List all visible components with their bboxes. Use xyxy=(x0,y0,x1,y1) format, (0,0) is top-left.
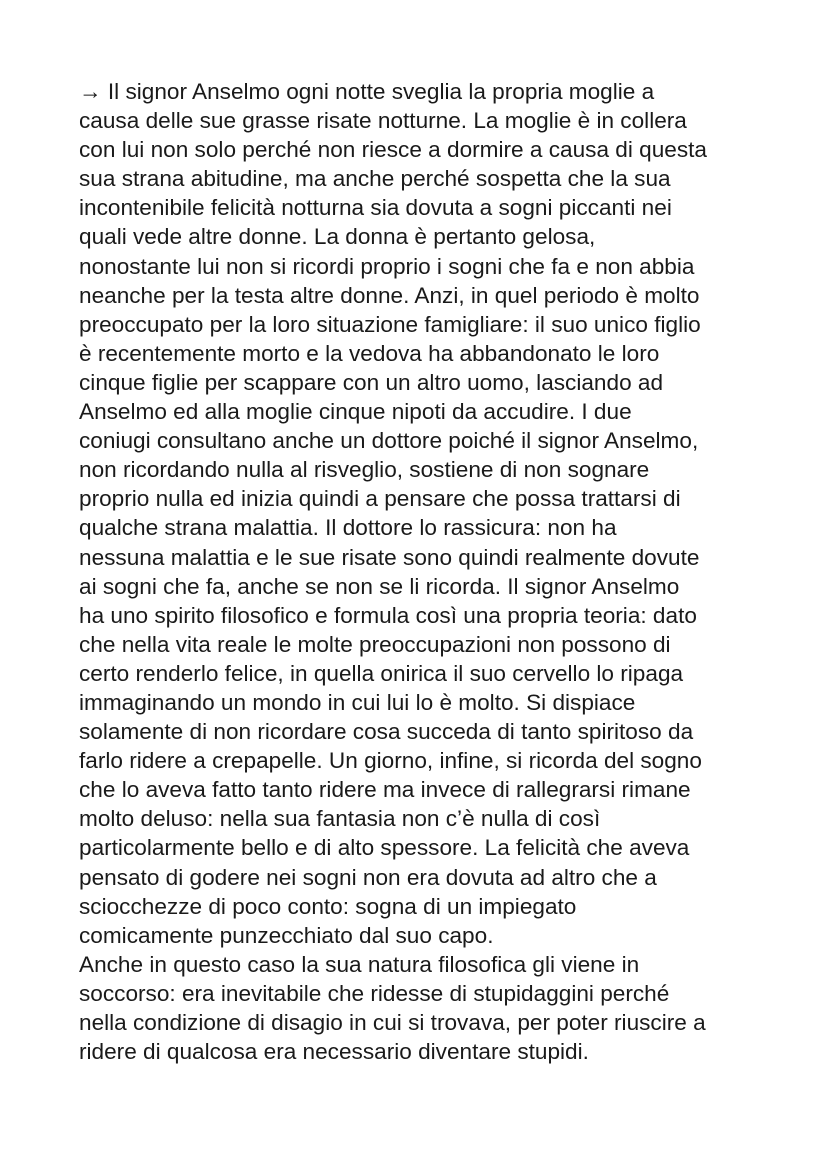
text-line: solamente di non ricordare cosa succeda di tanto spiritoso da xyxy=(79,719,694,745)
text-line: preoccupato per la loro situazione famigliare: il suo unico figlio xyxy=(79,311,701,337)
text-line: neanche per la testa altre donne. Anzi, in quel periodo è molto xyxy=(79,282,700,308)
text-line: sua strana abitudine, ma anche perché sospetta che la sua xyxy=(79,166,671,192)
text-line: soccorso: era inevitabile che ridesse di stupidaggini perché xyxy=(79,980,670,1006)
text-line: quali vede altre donne. La donna è pertanto gelosa, xyxy=(79,224,596,250)
text-line: nella condizione di disagio in cui si trovava, per poter riuscire a xyxy=(79,1010,706,1035)
text-line: → Il signor Anselmo ogni notte sveglia la propria moglie a xyxy=(79,79,655,104)
text-line: non ricordando nulla al risveglio, sostiene di non sognare xyxy=(79,457,650,483)
text-line: particolarmente bello e di alto spessore. La felicità che aveva xyxy=(79,835,690,861)
text-line: cinque figlie per scappare con un altro uomo, lasciando ad xyxy=(79,369,664,395)
text-line: certo renderlo felice, in quella onirica il suo cervello lo ripaga xyxy=(79,660,684,686)
text-line: pensato di godere nei sogni non era dovuta ad altro che a xyxy=(79,864,657,890)
text-line: immaginando un mondo in cui lui lo è molto. Si dispiace xyxy=(79,689,636,715)
text-line: che nella vita reale le molte preoccupazioni non possono di xyxy=(79,631,671,657)
paragraph-conclusion xyxy=(79,950,769,1066)
text-line: Anche in questo caso la sua natura filosofica gli viene in xyxy=(79,951,640,977)
text-line: sciocchezze di poco conto: sogna di un impiegato xyxy=(79,893,577,919)
text-line: nonostante lui non si ricordi proprio i sogni che fa e non abbia xyxy=(79,253,695,279)
text-line: molto deluso: nella sua fantasia non c’è nulla di così xyxy=(79,806,601,832)
text-line: qualche strana malattia. Il dottore lo rassicura: non ha xyxy=(79,515,617,541)
text-line: incontenibile felicità notturna sia dovuta a sogni piccanti nei xyxy=(79,195,672,221)
text-line: ridere di qualcosa era necessario diventare stupidi. xyxy=(79,1039,589,1065)
text-line: causa delle sue grasse risate notturne. La moglie è in collera xyxy=(79,108,687,134)
text-line: nessuna malattia e le sue risate sono quindi realmente dovute xyxy=(79,544,700,570)
text-line: farlo ridere a crepapelle. Un giorno, infine, si ricorda del sogno xyxy=(79,748,702,774)
text-line: che lo aveva fatto tanto ridere ma invece di rallegrarsi rimane xyxy=(79,777,691,803)
text-line: coniugi consultano anche un dottore poiché il signor Anselmo, xyxy=(79,428,699,454)
paragraph-summary xyxy=(79,77,769,950)
text-line: con lui non solo perché non riesce a dormire a causa di questa xyxy=(79,137,707,163)
text-line: è recentemente morto e la vedova ha abbandonato le loro xyxy=(79,340,660,366)
text-line: proprio nulla ed inizia quindi a pensare che possa trattarsi di xyxy=(79,486,681,512)
text-line: Anselmo ed alla moglie cinque nipoti da accudire. I due xyxy=(79,399,632,425)
text-line: ha uno spirito filosofico e formula così una propria teoria: dato xyxy=(79,602,697,628)
document-page xyxy=(79,77,769,1066)
text-line: comicamente punzecchiato dal suo capo. xyxy=(79,922,494,948)
text-line: ai sogni che fa, anche se non se li ricorda. Il signor Anselmo xyxy=(79,573,680,599)
